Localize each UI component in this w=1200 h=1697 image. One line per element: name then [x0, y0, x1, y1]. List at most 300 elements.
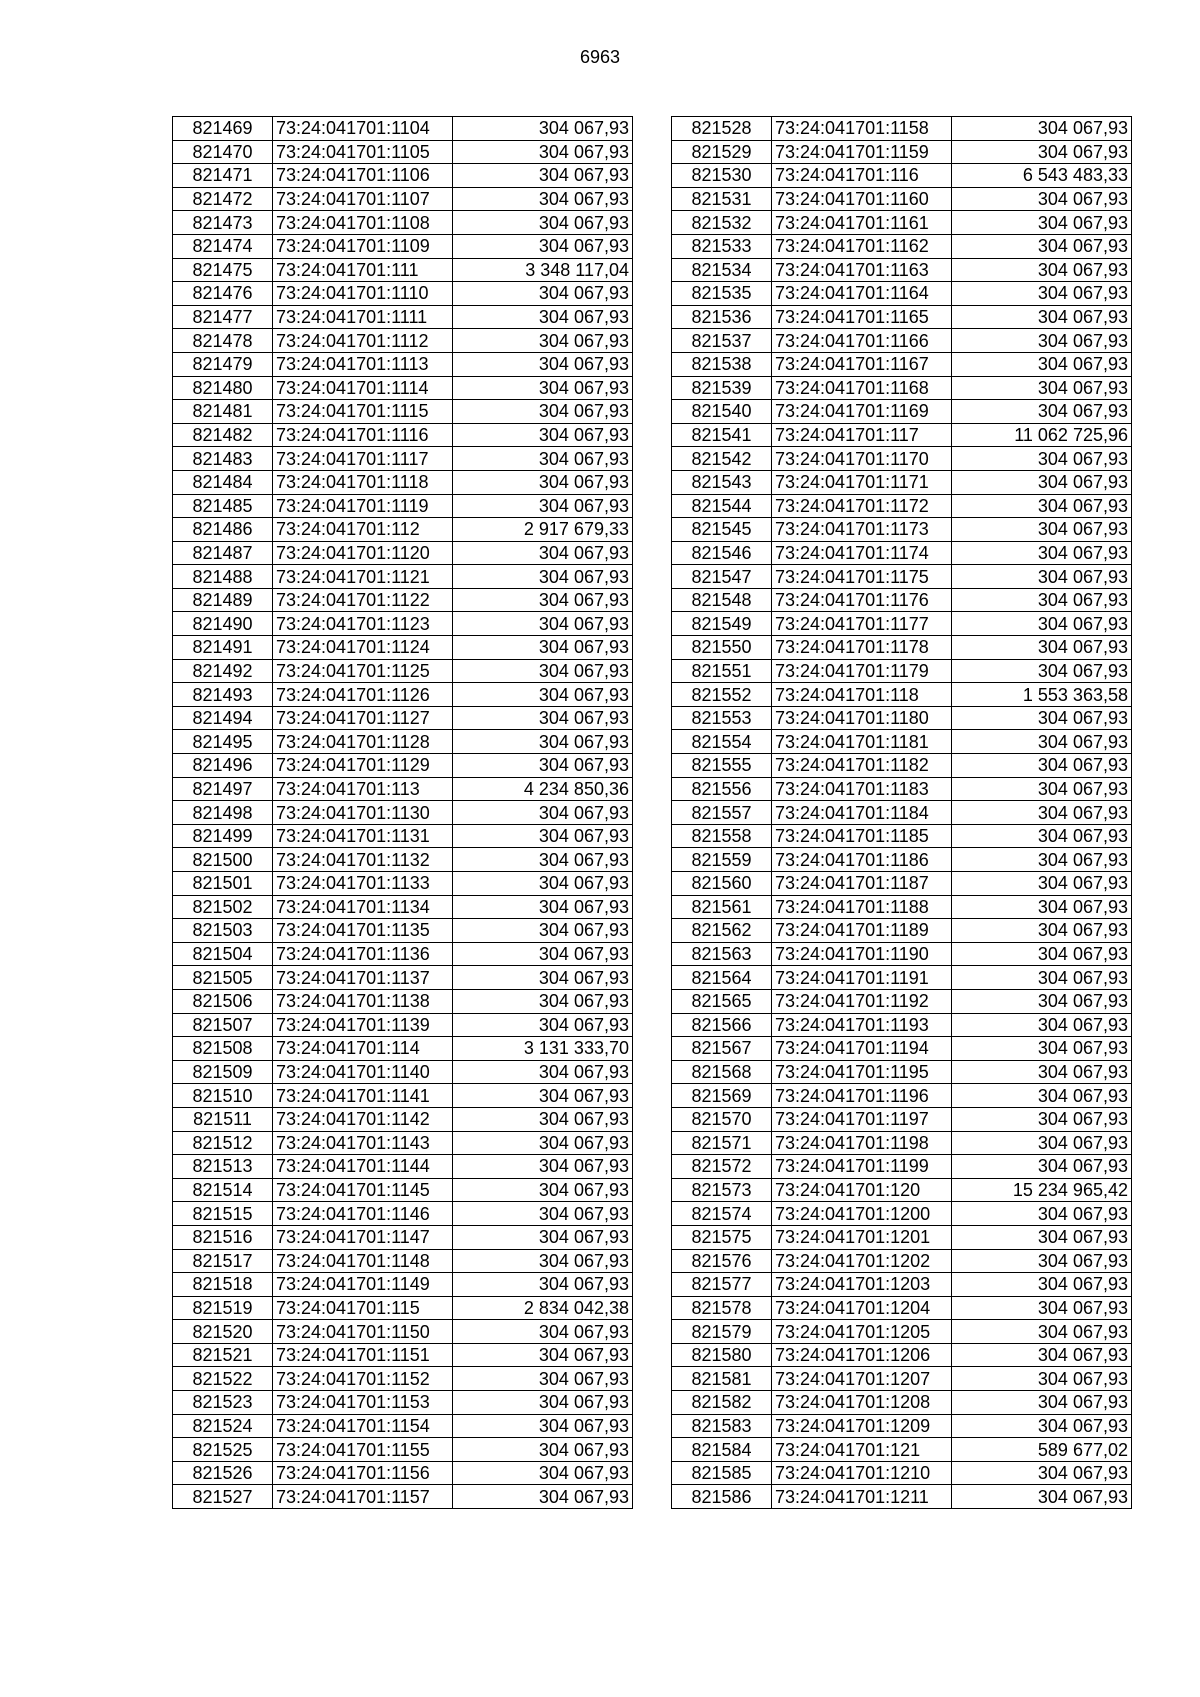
table-row	[173, 872, 633, 896]
table-row	[672, 423, 1132, 447]
table-row	[672, 1320, 1132, 1344]
cadastral-number-cell: 73:24:041701:1210	[772, 1461, 952, 1485]
cadastral-number-cell: 73:24:041701:1137	[273, 966, 453, 990]
table-row	[672, 1273, 1132, 1297]
record-number-cell: 821473	[173, 211, 273, 235]
cadastral-number-cell: 73:24:041701:1191	[772, 966, 952, 990]
table-row	[173, 211, 633, 235]
cadastral-number-cell: 73:24:041701:1211	[772, 1485, 952, 1509]
record-number-cell: 821549	[672, 612, 772, 636]
table-row	[672, 447, 1132, 471]
table-row	[173, 1013, 633, 1037]
table-row	[672, 1178, 1132, 1202]
cadastral-number-cell: 73:24:041701:1176	[772, 588, 952, 612]
record-number-cell: 821493	[173, 683, 273, 707]
value-cell: 304 067,93	[453, 329, 633, 353]
value-cell: 304 067,93	[453, 1438, 633, 1462]
table-row	[672, 1060, 1132, 1084]
value-cell: 304 067,93	[952, 754, 1132, 778]
record-number-cell: 821485	[173, 494, 273, 518]
record-number-cell: 821586	[672, 1485, 772, 1509]
value-cell: 304 067,93	[952, 1461, 1132, 1485]
table-row	[173, 942, 633, 966]
record-number-cell: 821567	[672, 1037, 772, 1061]
table-row	[672, 1084, 1132, 1108]
cadastral-number-cell: 73:24:041701:1175	[772, 565, 952, 589]
value-cell: 304 067,93	[952, 211, 1132, 235]
record-number-cell: 821505	[173, 966, 273, 990]
value-cell: 3 348 117,04	[453, 258, 633, 282]
value-cell: 304 067,93	[952, 1273, 1132, 1297]
record-number-cell: 821529	[672, 140, 772, 164]
cadastral-number-cell: 73:24:041701:1110	[273, 282, 453, 306]
record-number-cell: 821564	[672, 966, 772, 990]
record-number-cell: 821482	[173, 423, 273, 447]
cadastral-number-cell: 73:24:041701:1150	[273, 1320, 453, 1344]
cadastral-number-cell: 73:24:041701:1209	[772, 1414, 952, 1438]
value-cell: 304 067,93	[952, 1225, 1132, 1249]
cadastral-number-cell: 73:24:041701:1126	[273, 683, 453, 707]
table-row	[173, 352, 633, 376]
record-number-cell: 821558	[672, 824, 772, 848]
record-number-cell: 821536	[672, 305, 772, 329]
value-cell: 304 067,93	[952, 895, 1132, 919]
table-row	[672, 588, 1132, 612]
table-row	[672, 919, 1132, 943]
record-number-cell: 821471	[173, 164, 273, 188]
value-cell: 4 234 850,36	[453, 777, 633, 801]
value-cell: 304 067,93	[952, 1367, 1132, 1391]
table-row	[672, 329, 1132, 353]
record-number-cell: 821500	[173, 848, 273, 872]
record-number-cell: 821509	[173, 1060, 273, 1084]
table-row	[173, 1438, 633, 1462]
record-number-cell: 821543	[672, 470, 772, 494]
record-number-cell: 821538	[672, 352, 772, 376]
value-cell: 304 067,93	[952, 588, 1132, 612]
value-cell: 304 067,93	[952, 1155, 1132, 1179]
table-row	[672, 164, 1132, 188]
record-number-cell: 821546	[672, 541, 772, 565]
cadastral-number-cell: 73:24:041701:1154	[273, 1414, 453, 1438]
table-row	[173, 1485, 633, 1509]
table-row	[672, 305, 1132, 329]
record-number-cell: 821574	[672, 1202, 772, 1226]
cadastral-number-cell: 73:24:041701:1136	[273, 942, 453, 966]
cadastral-number-cell: 73:24:041701:1195	[772, 1060, 952, 1084]
table-row	[173, 518, 633, 542]
table-row	[173, 1391, 633, 1415]
cadastral-number-cell: 73:24:041701:1164	[772, 282, 952, 306]
table-row	[173, 164, 633, 188]
value-cell: 304 067,93	[952, 305, 1132, 329]
value-cell: 304 067,93	[952, 282, 1132, 306]
record-number-cell: 821550	[672, 636, 772, 660]
record-number-cell: 821520	[173, 1320, 273, 1344]
record-number-cell: 821544	[672, 494, 772, 518]
value-cell: 304 067,93	[453, 352, 633, 376]
record-number-cell: 821527	[173, 1485, 273, 1509]
value-cell: 304 067,93	[952, 117, 1132, 141]
record-number-cell: 821521	[173, 1343, 273, 1367]
record-number-cell: 821517	[173, 1249, 273, 1273]
cadastral-number-cell: 73:24:041701:111	[273, 258, 453, 282]
value-cell: 304 067,93	[952, 706, 1132, 730]
record-number-cell: 821531	[672, 187, 772, 211]
cadastral-number-cell: 73:24:041701:1196	[772, 1084, 952, 1108]
value-cell: 304 067,93	[453, 1107, 633, 1131]
table-row	[672, 518, 1132, 542]
record-number-cell: 821569	[672, 1084, 772, 1108]
table-row	[672, 565, 1132, 589]
table-row	[672, 1296, 1132, 1320]
cadastral-number-cell: 73:24:041701:1167	[772, 352, 952, 376]
cadastral-number-cell: 73:24:041701:1187	[772, 872, 952, 896]
value-cell: 304 067,93	[952, 258, 1132, 282]
record-number-cell: 821488	[173, 565, 273, 589]
table-row	[672, 352, 1132, 376]
record-number-cell: 821557	[672, 801, 772, 825]
table-row	[173, 754, 633, 778]
record-number-cell: 821542	[672, 447, 772, 471]
table-row	[672, 1037, 1132, 1061]
table-row	[672, 117, 1132, 141]
table-row	[173, 989, 633, 1013]
value-cell: 304 067,93	[453, 1320, 633, 1344]
cadastral-number-cell: 73:24:041701:1205	[772, 1320, 952, 1344]
cadastral-number-cell: 73:24:041701:1156	[273, 1461, 453, 1485]
table-row	[672, 234, 1132, 258]
record-number-cell: 821559	[672, 848, 772, 872]
cadastral-number-cell: 73:24:041701:118	[772, 683, 952, 707]
cadastral-number-cell: 73:24:041701:1128	[273, 730, 453, 754]
value-cell: 304 067,93	[453, 706, 633, 730]
value-cell: 304 067,93	[952, 612, 1132, 636]
table-row	[173, 1249, 633, 1273]
table-row	[173, 541, 633, 565]
record-number-cell: 821572	[672, 1155, 772, 1179]
record-number-cell: 821523	[173, 1391, 273, 1415]
record-number-cell: 821470	[173, 140, 273, 164]
record-number-cell: 821506	[173, 989, 273, 1013]
table-row	[672, 140, 1132, 164]
record-number-cell: 821575	[672, 1225, 772, 1249]
record-number-cell: 821582	[672, 1391, 772, 1415]
value-cell: 304 067,93	[453, 1178, 633, 1202]
value-cell: 304 067,93	[952, 234, 1132, 258]
value-cell: 304 067,93	[453, 1343, 633, 1367]
record-number-cell: 821469	[173, 117, 273, 141]
value-cell: 304 067,93	[453, 801, 633, 825]
record-number-cell: 821524	[173, 1414, 273, 1438]
table-row	[672, 824, 1132, 848]
cadastral-number-cell: 73:24:041701:1193	[772, 1013, 952, 1037]
cadastral-number-cell: 73:24:041701:1129	[273, 754, 453, 778]
cadastral-number-cell: 73:24:041701:120	[772, 1178, 952, 1202]
value-cell: 304 067,93	[952, 376, 1132, 400]
cadastral-number-cell: 73:24:041701:1132	[273, 848, 453, 872]
table-row	[173, 1178, 633, 1202]
table-row	[672, 754, 1132, 778]
table-row	[672, 494, 1132, 518]
value-cell: 304 067,93	[952, 1013, 1132, 1037]
value-cell: 304 067,93	[453, 848, 633, 872]
cadastral-number-cell: 73:24:041701:1207	[772, 1367, 952, 1391]
cadastral-number-cell: 73:24:041701:1122	[273, 588, 453, 612]
cadastral-number-cell: 73:24:041701:1142	[273, 1107, 453, 1131]
cadastral-number-cell: 73:24:041701:1184	[772, 801, 952, 825]
table-row	[173, 329, 633, 353]
table-row	[173, 1037, 633, 1061]
table-row	[173, 1461, 633, 1485]
record-number-cell: 821579	[672, 1320, 772, 1344]
cadastral-number-cell: 73:24:041701:1203	[772, 1273, 952, 1297]
value-cell: 304 067,93	[952, 636, 1132, 660]
record-number-cell: 821477	[173, 305, 273, 329]
cadastral-number-cell: 73:24:041701:1192	[772, 989, 952, 1013]
cadastral-number-cell: 73:24:041701:1118	[273, 470, 453, 494]
cadastral-number-cell: 73:24:041701:1194	[772, 1037, 952, 1061]
value-cell: 304 067,93	[453, 683, 633, 707]
record-number-cell: 821522	[173, 1367, 273, 1391]
table-row	[672, 612, 1132, 636]
cadastral-number-cell: 73:24:041701:1179	[772, 659, 952, 683]
cadastral-number-cell: 73:24:041701:1173	[772, 518, 952, 542]
table-row	[173, 423, 633, 447]
value-cell: 304 067,93	[453, 1084, 633, 1108]
value-cell: 304 067,93	[952, 942, 1132, 966]
cadastral-number-cell: 73:24:041701:1152	[273, 1367, 453, 1391]
value-cell: 304 067,93	[453, 895, 633, 919]
table-row	[173, 565, 633, 589]
table-row	[173, 777, 633, 801]
table-row	[173, 848, 633, 872]
cadastral-number-cell: 73:24:041701:1130	[273, 801, 453, 825]
cadastral-number-cell: 73:24:041701:1181	[772, 730, 952, 754]
value-cell: 304 067,93	[952, 1084, 1132, 1108]
value-cell: 304 067,93	[453, 400, 633, 424]
record-number-cell: 821518	[173, 1273, 273, 1297]
table-row	[672, 1485, 1132, 1509]
cadastral-number-cell: 73:24:041701:1123	[273, 612, 453, 636]
cadastral-number-cell: 73:24:041701:1201	[772, 1225, 952, 1249]
record-number-cell: 821583	[672, 1414, 772, 1438]
table-row	[173, 588, 633, 612]
cadastral-number-cell: 73:24:041701:1111	[273, 305, 453, 329]
cadastral-number-cell: 73:24:041701:1113	[273, 352, 453, 376]
record-number-cell: 821502	[173, 895, 273, 919]
table-row	[173, 1296, 633, 1320]
record-number-cell: 821570	[672, 1107, 772, 1131]
value-cell: 304 067,93	[952, 966, 1132, 990]
cadastral-number-cell: 73:24:041701:1107	[273, 187, 453, 211]
cadastral-number-cell: 73:24:041701:1182	[772, 754, 952, 778]
table-row	[672, 636, 1132, 660]
table-row	[672, 1155, 1132, 1179]
value-cell: 304 067,93	[952, 989, 1132, 1013]
cadastral-number-cell: 73:24:041701:1168	[772, 376, 952, 400]
cadastral-number-cell: 73:24:041701:1198	[772, 1131, 952, 1155]
cadastral-number-cell: 73:24:041701:1204	[772, 1296, 952, 1320]
value-cell: 304 067,93	[952, 494, 1132, 518]
cadastral-number-cell: 73:24:041701:1143	[273, 1131, 453, 1155]
cadastral-number-cell: 73:24:041701:117	[772, 423, 952, 447]
value-cell: 304 067,93	[453, 164, 633, 188]
record-number-cell: 821513	[173, 1155, 273, 1179]
table-row	[173, 683, 633, 707]
value-cell: 304 067,93	[952, 1037, 1132, 1061]
record-number-cell: 821578	[672, 1296, 772, 1320]
table-row	[672, 400, 1132, 424]
value-cell: 304 067,93	[952, 824, 1132, 848]
value-cell: 304 067,93	[952, 1296, 1132, 1320]
table-row	[672, 1391, 1132, 1415]
record-number-cell: 821472	[173, 187, 273, 211]
record-number-cell: 821476	[173, 282, 273, 306]
record-number-cell: 821480	[173, 376, 273, 400]
record-number-cell: 821552	[672, 683, 772, 707]
table-row	[672, 777, 1132, 801]
table-row	[672, 282, 1132, 306]
value-cell: 304 067,93	[952, 919, 1132, 943]
table-row	[173, 234, 633, 258]
record-number-cell: 821483	[173, 447, 273, 471]
value-cell: 304 067,93	[453, 659, 633, 683]
cadastral-number-cell: 73:24:041701:1197	[772, 1107, 952, 1131]
table-row	[672, 848, 1132, 872]
table-row	[672, 1107, 1132, 1131]
value-cell: 304 067,93	[952, 1343, 1132, 1367]
cadastral-number-cell: 73:24:041701:1127	[273, 706, 453, 730]
record-number-cell: 821566	[672, 1013, 772, 1037]
value-cell: 304 067,93	[453, 447, 633, 471]
cadastral-number-cell: 73:24:041701:1119	[273, 494, 453, 518]
table-row	[173, 895, 633, 919]
value-cell: 304 067,93	[453, 282, 633, 306]
value-cell: 304 067,93	[453, 234, 633, 258]
value-cell: 304 067,93	[952, 447, 1132, 471]
cadastral-number-cell: 73:24:041701:1183	[772, 777, 952, 801]
cadastral-number-cell: 73:24:041701:1171	[772, 470, 952, 494]
value-cell: 304 067,93	[453, 211, 633, 235]
value-cell: 304 067,93	[952, 541, 1132, 565]
cadastral-number-cell: 73:24:041701:1155	[273, 1438, 453, 1462]
table-row	[672, 211, 1132, 235]
table-row	[173, 612, 633, 636]
cadastral-number-cell: 73:24:041701:1125	[273, 659, 453, 683]
value-cell: 304 067,93	[453, 919, 633, 943]
record-number-cell: 821495	[173, 730, 273, 754]
table-row	[173, 1155, 633, 1179]
table-row	[672, 942, 1132, 966]
value-cell: 304 067,93	[453, 1273, 633, 1297]
table-row	[173, 282, 633, 306]
record-number-cell: 821573	[672, 1178, 772, 1202]
right-table	[671, 116, 1132, 1509]
value-cell: 304 067,93	[453, 423, 633, 447]
record-number-cell: 821580	[672, 1343, 772, 1367]
cadastral-number-cell: 73:24:041701:1161	[772, 211, 952, 235]
table-row	[672, 895, 1132, 919]
cadastral-number-cell: 73:24:041701:1172	[772, 494, 952, 518]
cadastral-number-cell: 73:24:041701:1109	[273, 234, 453, 258]
cadastral-number-cell: 73:24:041701:1186	[772, 848, 952, 872]
table-row	[173, 400, 633, 424]
table-row	[173, 919, 633, 943]
value-cell: 304 067,93	[453, 376, 633, 400]
cadastral-number-cell: 73:24:041701:1206	[772, 1343, 952, 1367]
cadastral-number-cell: 73:24:041701:1104	[273, 117, 453, 141]
record-number-cell: 821498	[173, 801, 273, 825]
table-row	[173, 1107, 633, 1131]
table-row	[672, 258, 1132, 282]
cadastral-number-cell: 73:24:041701:1165	[772, 305, 952, 329]
table-row	[173, 706, 633, 730]
cadastral-number-cell: 73:24:041701:1158	[772, 117, 952, 141]
cadastral-number-cell: 73:24:041701:1174	[772, 541, 952, 565]
cadastral-number-cell: 73:24:041701:1120	[273, 541, 453, 565]
cadastral-number-cell: 73:24:041701:1105	[273, 140, 453, 164]
page-number: 6963	[579, 47, 621, 67]
record-number-cell: 821526	[173, 1461, 273, 1485]
value-cell: 304 067,93	[453, 470, 633, 494]
record-number-cell: 821525	[173, 1438, 273, 1462]
table-row	[672, 1013, 1132, 1037]
value-cell: 304 067,93	[453, 1485, 633, 1509]
table-row	[173, 470, 633, 494]
cadastral-number-cell: 73:24:041701:1114	[273, 376, 453, 400]
value-cell: 304 067,93	[453, 541, 633, 565]
cadastral-number-cell: 73:24:041701:1199	[772, 1155, 952, 1179]
cadastral-number-cell: 73:24:041701:1146	[273, 1202, 453, 1226]
record-number-cell: 821508	[173, 1037, 273, 1061]
table-row	[672, 989, 1132, 1013]
value-cell: 304 067,93	[453, 494, 633, 518]
record-number-cell: 821561	[672, 895, 772, 919]
record-number-cell: 821519	[173, 1296, 273, 1320]
record-number-cell: 821568	[672, 1060, 772, 1084]
table-row	[672, 659, 1132, 683]
value-cell: 304 067,93	[952, 400, 1132, 424]
value-cell: 304 067,93	[453, 1414, 633, 1438]
value-cell: 11 062 725,96	[952, 423, 1132, 447]
cadastral-number-cell: 73:24:041701:1153	[273, 1391, 453, 1415]
value-cell: 304 067,93	[453, 1225, 633, 1249]
value-cell: 304 067,93	[453, 1202, 633, 1226]
record-number-cell: 821504	[173, 942, 273, 966]
value-cell: 304 067,93	[453, 1131, 633, 1155]
table-row	[173, 447, 633, 471]
table-row	[173, 376, 633, 400]
value-cell: 589 677,02	[952, 1438, 1132, 1462]
table-row	[672, 1225, 1132, 1249]
record-number-cell: 821497	[173, 777, 273, 801]
cadastral-number-cell: 73:24:041701:1159	[772, 140, 952, 164]
value-cell: 304 067,93	[453, 612, 633, 636]
table-row	[173, 1367, 633, 1391]
record-number-cell: 821576	[672, 1249, 772, 1273]
table-row	[672, 470, 1132, 494]
record-number-cell: 821515	[173, 1202, 273, 1226]
value-cell: 304 067,93	[952, 470, 1132, 494]
record-number-cell: 821563	[672, 942, 772, 966]
record-number-cell: 821486	[173, 518, 273, 542]
value-cell: 304 067,93	[453, 966, 633, 990]
value-cell: 304 067,93	[453, 1367, 633, 1391]
cadastral-number-cell: 73:24:041701:1200	[772, 1202, 952, 1226]
value-cell: 304 067,93	[453, 636, 633, 660]
value-cell: 304 067,93	[952, 659, 1132, 683]
